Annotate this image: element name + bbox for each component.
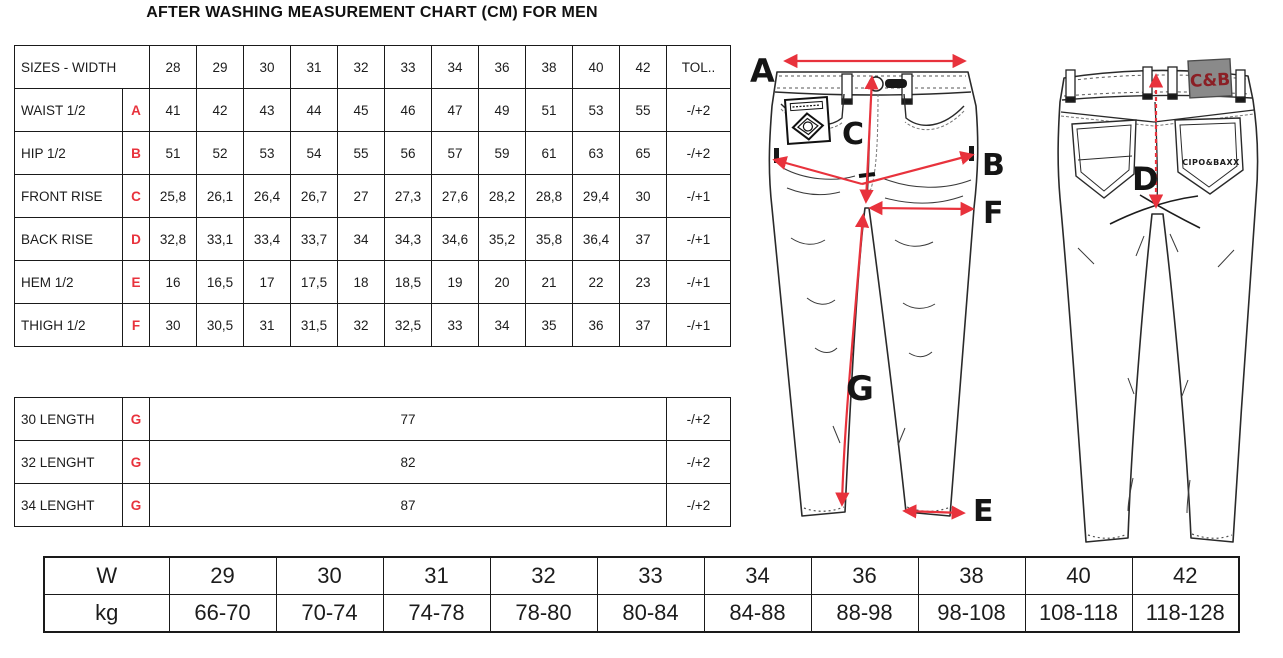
weight-table [43,556,1240,633]
measure-letter: G [123,441,150,484]
width-cell: 29 [169,557,276,595]
table-row-thigh [15,304,731,347]
brand-patch [1188,59,1232,98]
value-cell: 28,8 [526,175,573,218]
value-cell: 82 [150,441,667,484]
value-cell: 32,5 [385,304,432,347]
value-cell: 55 [620,89,667,132]
row-label: FRONT RISE [15,175,123,218]
value-cell: 23 [620,261,667,304]
size-header-cell: 42 [620,46,667,89]
row-label: HEM 1/2 [15,261,123,304]
value-cell: 63 [573,132,620,175]
tolerance-cell: -/+1 [667,261,731,304]
measurement-table [14,45,731,347]
value-cell: 53 [244,132,291,175]
tolerance-cell: -/+2 [667,484,731,527]
width-cell: 30 [276,557,383,595]
measure-letter: G [123,398,150,441]
value-cell: 35,2 [479,218,526,261]
value-cell: 22 [573,261,620,304]
value-cell: 51 [150,132,197,175]
value-cell: 36,4 [573,218,620,261]
value-cell: 35,8 [526,218,573,261]
value-cell: 53 [573,89,620,132]
measure-letter: D [123,218,150,261]
value-cell: 31 [244,304,291,347]
tolerance-cell: -/+2 [667,398,731,441]
value-cell: 16,5 [197,261,244,304]
value-cell: 47 [432,89,479,132]
measure-label-e: E [973,494,994,529]
length-row-32 [15,441,731,484]
value-cell: 21 [526,261,573,304]
width-row-label: W [44,557,169,595]
measure-label-b: B [982,148,1005,183]
value-cell: 26,4 [244,175,291,218]
size-header-cell: 38 [526,46,573,89]
width-row [44,557,1239,595]
row-label: 34 LENGHT [15,484,123,527]
width-cell: 38 [918,557,1025,595]
value-cell: 32,8 [150,218,197,261]
measure-letter: E [123,261,150,304]
value-cell: 57 [432,132,479,175]
table-row-hem [15,261,731,304]
kg-row-label: kg [44,595,169,633]
value-cell: 30,5 [197,304,244,347]
value-cell: 87 [150,484,667,527]
row-label: WAIST 1/2 [15,89,123,132]
value-cell: 37 [620,304,667,347]
value-cell: 16 [150,261,197,304]
kg-cell: 98-108 [918,595,1025,633]
value-cell: 61 [526,132,573,175]
value-cell: 49 [479,89,526,132]
value-cell: 45 [338,89,385,132]
width-cell: 34 [704,557,811,595]
kg-cell: 118-128 [1132,595,1239,633]
table-row-back-rise [15,218,731,261]
value-cell: 26,7 [291,175,338,218]
size-header-cell: 36 [479,46,526,89]
value-cell: 25,8 [150,175,197,218]
value-cell: 20 [479,261,526,304]
value-cell: 36 [573,304,620,347]
table-row-waist [15,89,731,132]
kg-cell: 84-88 [704,595,811,633]
jeans-front-view-diagram [745,48,1050,548]
sizes-width-header: SIZES - WIDTH [15,46,150,89]
page-title: AFTER WASHING MEASUREMENT CHART (CM) FOR MEN [146,4,598,21]
kg-cell: 78-80 [490,595,597,633]
value-cell: 18 [338,261,385,304]
pocket-patch-logo [785,97,830,144]
row-label: BACK RISE [15,218,123,261]
value-cell: 33,7 [291,218,338,261]
value-cell: 33 [432,304,479,347]
value-cell: 30 [620,175,667,218]
value-cell: 55 [338,132,385,175]
width-cell: 31 [383,557,490,595]
width-cell: 33 [597,557,704,595]
value-cell: 33,4 [244,218,291,261]
measure-label-d: D [1132,160,1159,198]
tolerance-cell: -/+2 [667,441,731,484]
kg-cell: 108-118 [1025,595,1132,633]
size-header-cell: 30 [244,46,291,89]
size-header-cell: 31 [291,46,338,89]
value-cell: 27,6 [432,175,479,218]
length-row-30 [15,398,731,441]
pocket-brand-text: CIPO&BAXX [1182,158,1240,167]
brand-patch-text: C&B [1189,69,1231,92]
value-cell: 30 [150,304,197,347]
measure-letter: F [123,304,150,347]
measure-label-f: F [983,196,1004,231]
size-header-cell: 33 [385,46,432,89]
value-cell: 43 [244,89,291,132]
kg-row [44,595,1239,633]
kg-cell: 88-98 [811,595,918,633]
value-cell: 35 [526,304,573,347]
width-cell: 42 [1132,557,1239,595]
value-cell: 17 [244,261,291,304]
value-cell: 34 [479,304,526,347]
width-cell: 32 [490,557,597,595]
measure-arrow-f [871,208,972,209]
tolerance-cell: -/+1 [667,304,731,347]
value-cell: 18,5 [385,261,432,304]
value-cell: 65 [620,132,667,175]
measure-label-c: C [842,117,865,152]
value-cell: 33,1 [197,218,244,261]
table-header-row [15,46,731,89]
value-cell: 31,5 [291,304,338,347]
value-cell: 32 [338,304,385,347]
measure-letter: A [123,89,150,132]
measure-label-g: G [846,369,874,409]
value-cell: 77 [150,398,667,441]
tolerance-cell: -/+2 [667,132,731,175]
size-header-cell: 28 [150,46,197,89]
value-cell: 51 [526,89,573,132]
value-cell: 44 [291,89,338,132]
value-cell: 52 [197,132,244,175]
value-cell: 41 [150,89,197,132]
measure-label-a: A [750,52,775,90]
row-label: 32 LENGHT [15,441,123,484]
value-cell: 28,2 [479,175,526,218]
value-cell: 54 [291,132,338,175]
tolerance-cell: -/+1 [667,175,731,218]
value-cell: 27 [338,175,385,218]
table-row-hip [15,132,731,175]
value-cell: 46 [385,89,432,132]
value-cell: 34,3 [385,218,432,261]
value-cell: 42 [197,89,244,132]
value-cell: 59 [479,132,526,175]
tolerance-header-cell: TOL.. [667,46,731,89]
size-header-cell: 34 [432,46,479,89]
kg-cell: 70-74 [276,595,383,633]
kg-cell: 74-78 [383,595,490,633]
value-cell: 37 [620,218,667,261]
value-cell: 19 [432,261,479,304]
kg-cell: 80-84 [597,595,704,633]
value-cell: 34,6 [432,218,479,261]
tolerance-cell: -/+2 [667,89,731,132]
value-cell: 56 [385,132,432,175]
row-label: 30 LENGTH [15,398,123,441]
size-header-cell: 40 [573,46,620,89]
kg-cell: 66-70 [169,595,276,633]
value-cell: 26,1 [197,175,244,218]
value-cell: 17,5 [291,261,338,304]
value-cell: 27,3 [385,175,432,218]
measure-letter: C [123,175,150,218]
row-label: THIGH 1/2 [15,304,123,347]
width-cell: 36 [811,557,918,595]
row-label: HIP 1/2 [15,132,123,175]
value-cell: 34 [338,218,385,261]
value-cell: 29,4 [573,175,620,218]
tolerance-cell: -/+1 [667,218,731,261]
jeans-back-view-diagram [1048,48,1283,548]
size-header-cell: 32 [338,46,385,89]
measure-letter: B [123,132,150,175]
length-row-34 [15,484,731,527]
measure-letter: G [123,484,150,527]
size-header-cell: 29 [197,46,244,89]
table-row-front-rise [15,175,731,218]
width-cell: 40 [1025,557,1132,595]
length-table [14,397,731,527]
